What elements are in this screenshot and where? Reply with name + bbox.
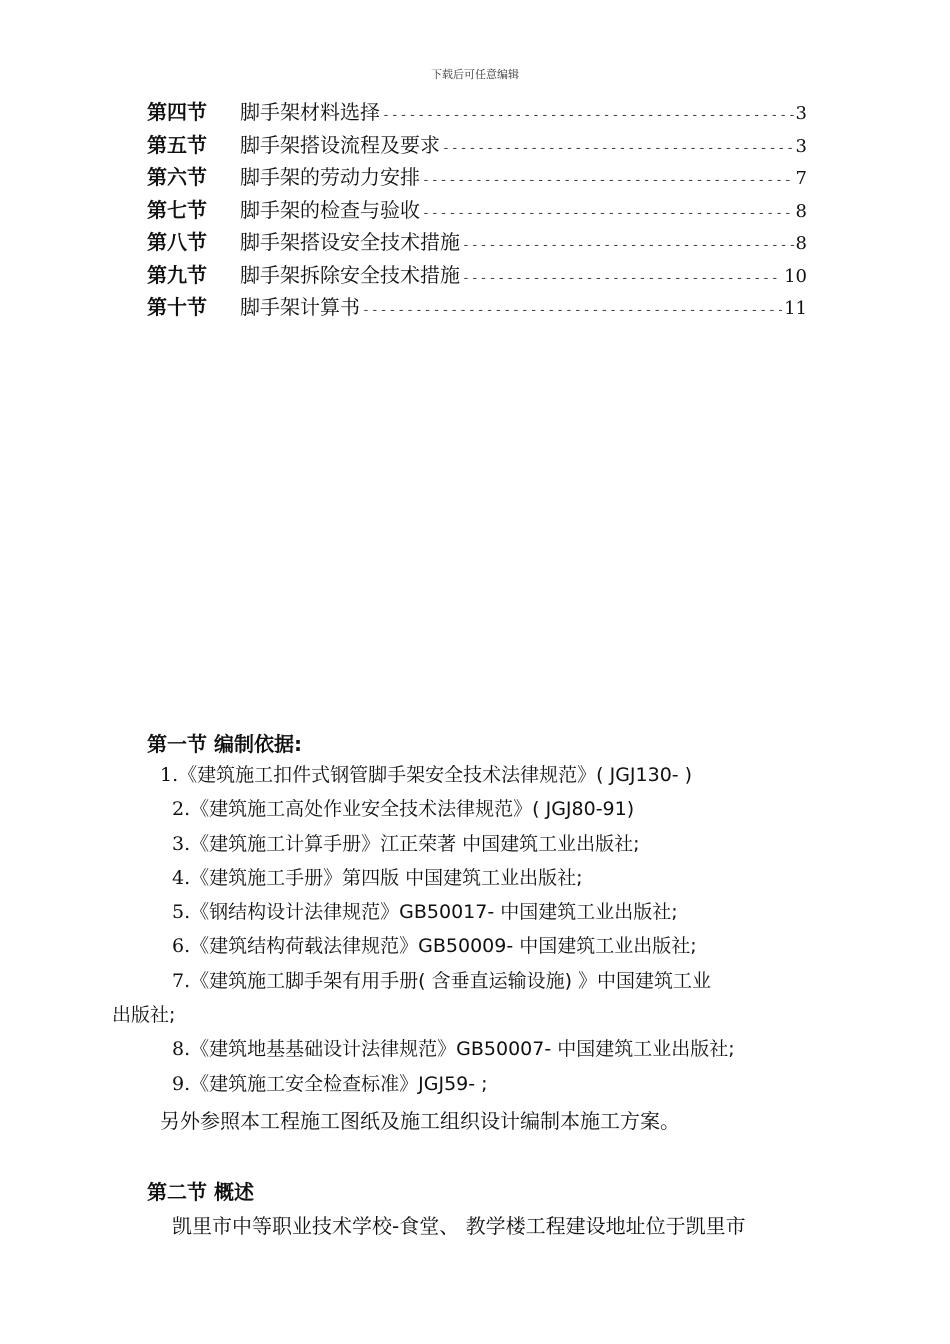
toc-page: 8	[795, 233, 807, 254]
reference-text: 《建筑地基基础设计法律规范》GB50007- 中国建筑工业出版社;	[190, 1038, 735, 1061]
toc-entry	[147, 194, 807, 227]
reference-text: 《建筑施工脚手架有用手册( 含垂直运输设施) 》中国建筑工业	[190, 969, 712, 992]
toc-title: 脚手架搭设流程及要求	[240, 132, 440, 157]
reference-text: 《建筑施工安全检查标准》JGJ59- ;	[190, 1072, 488, 1095]
reference-text: 《建筑施工计算手册》江正荣著 中国建筑工业出版社;	[190, 832, 640, 855]
overview-paragraph: 凯里市中等职业技术学校-食堂、 教学楼工程建设地址位于凯里市	[172, 1214, 746, 1238]
reference-text: 《建筑结构荷载法律规范》GB50009- 中国建筑工业出版社;	[190, 935, 697, 958]
reference-item	[112, 861, 852, 895]
reference-item	[112, 1032, 852, 1066]
toc-section: 第十节	[147, 295, 207, 319]
toc-entry	[147, 291, 807, 324]
reference-item	[112, 1067, 852, 1101]
reference-text: 《建筑施工高处作业安全技术法律规范》( JGJ80-91)	[190, 798, 635, 821]
toc-entry	[147, 226, 807, 259]
toc-section: 第八节	[147, 230, 207, 254]
closing-paragraph: 另外参照本工程施工图纸及施工组织设计编制本施工方案。	[160, 1109, 680, 1133]
reference-item	[112, 792, 852, 826]
reference-number: 8.	[172, 1038, 191, 1061]
reference-list	[112, 758, 852, 1101]
toc-title: 脚手架的劳动力安排	[240, 165, 420, 189]
reference-number: 7.	[172, 969, 191, 992]
toc-leader	[422, 206, 794, 221]
toc-title: 脚手架材料选择	[240, 100, 380, 124]
toc-page: 3	[795, 103, 807, 124]
reference-item	[112, 895, 852, 929]
reference-number: 4.	[172, 866, 191, 889]
toc-section: 第六节	[147, 165, 207, 189]
reference-number: 3.	[172, 832, 191, 855]
toc-section: 第七节	[147, 197, 207, 222]
reference-text: 《钢结构设计法律规范》GB50017- 中国建筑工业出版社;	[190, 901, 678, 924]
reference-text: 《建筑施工扣件式钢管脚手架安全技术法律规范》( JGJ130- )	[178, 764, 693, 786]
reference-item	[112, 827, 852, 861]
toc-leader	[422, 173, 794, 188]
toc-entry	[147, 259, 807, 292]
toc-page: 7	[795, 168, 807, 189]
toc-entry	[147, 96, 807, 129]
toc-page: 3	[795, 135, 807, 157]
toc-entry	[147, 129, 807, 162]
toc-leader	[462, 238, 794, 253]
toc-leader	[442, 141, 794, 156]
toc-page: 11	[784, 298, 807, 319]
reference-text: 《建筑施工手册》第四版 中国建筑工业出版社;	[190, 866, 583, 889]
toc-title: 脚手架搭设安全技术措施	[240, 230, 460, 254]
toc-title: 脚手架计算书	[240, 295, 360, 319]
reference-continuation	[112, 998, 852, 1032]
reference-number: 5.	[172, 901, 191, 924]
toc-title: 脚手架拆除安全技术措施	[240, 262, 460, 287]
reference-number: 6.	[172, 935, 191, 958]
section1-heading: 第一节 编制依据:	[147, 732, 302, 756]
reference-text: 出版社;	[112, 1004, 176, 1027]
toc-page: 8	[795, 200, 807, 222]
toc-section: 第四节	[147, 100, 207, 124]
reference-item	[112, 929, 852, 963]
reference-number: 2.	[172, 798, 191, 821]
toc-leader	[362, 303, 782, 318]
toc-section: 第九节	[147, 262, 207, 287]
toc-leader	[382, 108, 794, 123]
reference-number: 1.	[160, 764, 179, 786]
toc-section: 第五节	[147, 132, 207, 157]
page-header: 下载后可任意编辑	[431, 68, 519, 81]
reference-number: 9.	[172, 1072, 191, 1095]
reference-item	[112, 964, 852, 998]
reference-item	[112, 758, 852, 792]
toc-leader	[462, 271, 782, 286]
table-of-contents	[147, 96, 807, 324]
toc-page: 10	[784, 265, 807, 287]
toc-entry	[147, 161, 807, 194]
section2-heading: 第二节 概述	[147, 1180, 254, 1204]
toc-title: 脚手架的检查与验收	[240, 197, 420, 222]
